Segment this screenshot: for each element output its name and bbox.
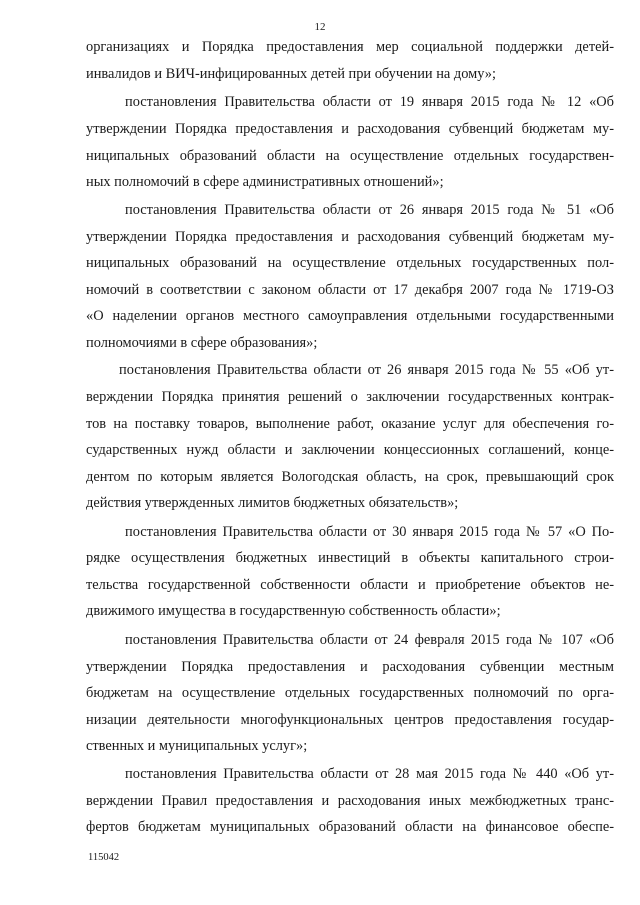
text-line: постановления Правительства области от 24 февраля 2015 года № 107 «Об — [125, 632, 614, 648]
text-line: полномочиями в сфере образования»; — [86, 335, 318, 351]
text-line: инвалидов и ВИЧ-инфицированных детей при обучении на дому»; — [86, 66, 496, 82]
text-line: ниципальных образований на осуществление отдельных государственных пол- — [86, 255, 614, 271]
text-line: организациях и Порядка предоставления мер социальной поддержки детей- — [86, 39, 614, 55]
text-line: постановления Правительства области от 26 января 2015 года № 55 «Об ут- — [119, 362, 614, 378]
text-line: номочий в соответствии с законом области от 17 декабря 2007 года № 1719-ОЗ — [86, 282, 614, 298]
text-line: дентом по которым является Вологодская область, на срок, превышающий срок — [86, 469, 614, 485]
text-line: тов на поставку товаров, выполнение работ, оказание услуг для обеспечения го- — [86, 416, 614, 432]
text-line: постановления Правительства области от 19 января 2015 года № 12 «Об — [125, 94, 614, 110]
document-code: 115042 — [88, 852, 120, 863]
text-line: сударственных нужд области и заключении концессионных соглашений, конце- — [86, 442, 614, 458]
text-line: «О наделении органов местного самоуправления отдельными государственными — [86, 308, 614, 324]
text-line: постановления Правительства области от 28 мая 2015 года № 440 «Об ут- — [125, 766, 614, 782]
text-line: утверждении Порядка предоставления и расходования субвенций бюджетам му- — [86, 229, 614, 245]
text-line: постановления Правительства области от 30 января 2015 года № 57 «О По- — [125, 524, 614, 540]
text-line: ных полномочий в сфере административных отношений»; — [86, 174, 444, 190]
text-line: тельства государственной собственности области и приобретение объектов не- — [86, 577, 614, 593]
text-line: движимого имущества в государственную собственность области»; — [86, 603, 501, 619]
text-line: верждении Правил предоставления и расходования иных межбюджетных транс- — [86, 793, 614, 809]
page-number: 12 — [314, 21, 326, 33]
text-line: утверждении Порядка предоставления и расходования субвенции местным — [86, 659, 614, 675]
text-line: утверждении Порядка предоставления и расходования субвенций бюджетам му- — [86, 121, 614, 137]
text-line: ственных и муниципальных услуг»; — [86, 738, 308, 754]
text-line: ниципальных образований области на осуществление отдельных государствен- — [86, 148, 614, 164]
text-line: действия утвержденных лимитов бюджетных обязательств»; — [86, 495, 459, 511]
text-line: фертов бюджетам муниципальных образований области на финансовое обеспе- — [86, 819, 614, 835]
text-line: верждении Порядка принятия решений о заключении государственных контрак- — [86, 389, 614, 405]
text-line: низации деятельности многофункциональных центров предоставления государ- — [86, 712, 614, 728]
text-line: рядке осуществления бюджетных инвестиций в объекты капитального строи- — [86, 550, 614, 566]
text-line: постановления Правительства области от 26 января 2015 года № 51 «Об — [125, 202, 614, 218]
text-line: бюджетам на осуществление отдельных государственных полномочий по орга- — [86, 685, 614, 701]
